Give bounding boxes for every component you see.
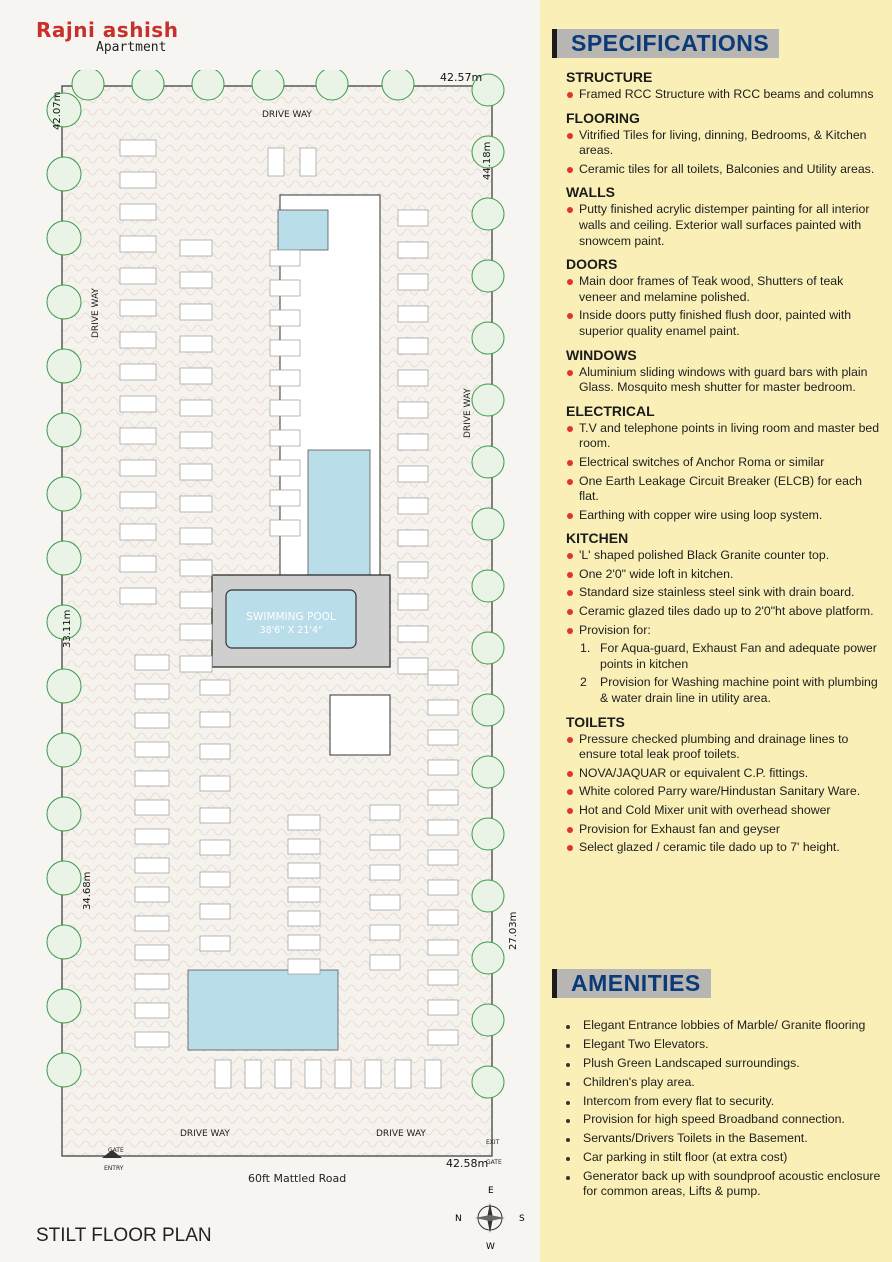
parking-slot [288,863,320,878]
tree [472,756,504,788]
compass-icon [455,1183,525,1253]
compass-w: W [486,1242,495,1252]
spec-item: Ceramic tiles for all toilets, Balconies and Utility areas. [566,162,884,178]
compass-n: N [455,1214,462,1224]
tree [472,942,504,974]
spec-category-toilets: TOILETS [566,713,625,730]
parking-slot [120,172,156,188]
parking-slot [180,560,212,576]
tree [472,446,504,478]
parking-slot [135,684,169,699]
parking-slot [120,524,156,540]
amenity-item: Elegant Entrance lobbies of Marble/ Granite flooring [566,1018,884,1033]
spec-item: 'L' shaped polished Black Granite counter top. [566,548,884,564]
parking-slot [398,370,428,386]
parking-slot [428,850,458,865]
spec-item: T.V and telephone points in living room and master bed room. [566,421,884,452]
drive-way-label-bottom-left: DRIVE WAY [180,1129,230,1139]
parking-slot [120,396,156,412]
parking-slot [398,594,428,610]
parking-slot [305,1060,321,1088]
parking-slot [288,935,320,950]
spec-item: Earthing with copper wire using loop system. [566,508,884,524]
tree [382,70,414,100]
parking-slot [135,916,169,931]
tree [47,349,81,383]
parking-slot [200,776,230,791]
plan-title: STILT FLOOR PLAN [36,1225,212,1246]
parking-slot [180,496,212,512]
parking-slot [370,895,400,910]
drive-way-label-top: DRIVE WAY [262,110,312,120]
parking-slot [180,656,212,672]
parking-slot [288,911,320,926]
parking-slot [180,240,212,256]
parking-slot [135,945,169,960]
spec-subitem [566,675,884,706]
spec-item: Ceramic glazed tiles dado up to 2'0"ht above platform. [566,604,884,620]
spec-item: One 2'0" wide loft in kitchen. [566,567,884,583]
parking-slot [370,865,400,880]
tree [472,322,504,354]
amenities-heading: AMENITIES [552,969,711,998]
tree [472,1066,504,1098]
spec-item: NOVA/JAQUAR or equivalent C.P. fittings. [566,766,884,782]
tree [47,221,81,255]
parking-slot [370,925,400,940]
amenity-item: Children's play area. [566,1075,884,1090]
tree [192,70,224,100]
dim-bottom: 42.58m [446,1157,489,1170]
parking-slot [425,1060,441,1088]
spec-category-electrical: ELECTRICAL [566,402,655,419]
parking-slot [398,274,428,290]
road-label: 60ft Mattled Road [248,1172,347,1185]
parking-slot [268,148,284,176]
parking-slot [398,626,428,642]
spec-category-walls: WALLS [566,184,615,201]
parking-slot [180,528,212,544]
parking-slot [180,624,212,640]
parking-slot [335,1060,351,1088]
tree [47,1053,81,1087]
tree [472,632,504,664]
tree [47,797,81,831]
parking-slot [200,680,230,695]
spec-category-flooring: FLOORING [566,109,640,126]
parking-slot [135,655,169,670]
parking-slot [270,280,300,296]
parking-slot [180,400,212,416]
spec-subitem-number: 2 [580,675,587,690]
parking-slot [398,498,428,514]
parking-slot [428,910,458,925]
spec-category-windows: WINDOWS [566,346,637,363]
spec-item: White colored Parry ware/Hindustan Sanitary Ware. [566,784,884,800]
tree [472,818,504,850]
parking-slot [300,148,316,176]
tree [472,1004,504,1036]
amenity-item: Car parking in stilt floor (at extra cost) [566,1150,884,1165]
tree [47,733,81,767]
spec-item: Inside doors putty finished flush door, painted with superior quality enamel paint. [566,308,884,339]
parking-slot [120,364,156,380]
parking-slot [120,204,156,220]
parking-slot [428,670,458,685]
parking-slot [120,236,156,252]
parking-slot [120,460,156,476]
parking-slot [428,700,458,715]
parking-slot [135,974,169,989]
spec-item: Hot and Cold Mixer unit with overhead shower [566,803,884,819]
parking-slot [428,970,458,985]
spec-category-doors: DOORS [566,256,618,273]
amenities-list [566,1018,884,1203]
parking-slot [288,839,320,854]
spec-item: Select glazed / ceramic tile dado up to 7' height. [566,840,884,856]
dim-left-top: 42.07m [52,91,63,130]
parking-slot [180,592,212,608]
parking-slot [135,800,169,815]
spec-item: Putty finished acrylic distemper painting for all interior walls and ceiling. Exterior wall surfaces painted with snowcem paint. [566,202,884,249]
parking-slot [135,742,169,757]
parking-slot [200,712,230,727]
parking-slot [428,1030,458,1045]
drive-way-label-right: DRIVE WAY [463,388,473,438]
parking-slot [135,858,169,873]
spec-item: Main door frames of Teak wood, Shutters of teak veneer and melamine polished. [566,274,884,305]
parking-slot [120,140,156,156]
parking-slot [135,829,169,844]
parking-slot [270,340,300,356]
parking-slot [365,1060,381,1088]
tree [472,570,504,602]
parking-slot [120,300,156,316]
parking-slot [288,815,320,830]
spec-subitem [566,641,884,672]
gate-label-right: GATE [486,1159,502,1166]
spec-subitem-number: 1. [580,641,591,656]
parking-slot [180,464,212,480]
parking-slot [428,790,458,805]
amenity-item: Provision for high speed Broadband connection. [566,1112,884,1127]
gate-label-left: GATE [108,1147,124,1154]
spec-item: Pressure checked plumbing and drainage lines to ensure total leak proof toilets. [566,732,884,763]
lift-lobby-bottom [188,970,338,1050]
parking-slot [398,242,428,258]
parking-slot [180,368,212,384]
parking-slot [180,336,212,352]
parking-slot [398,658,428,674]
tree [252,70,284,100]
exit-label: EXIT [486,1139,500,1146]
parking-slot [428,880,458,895]
tree [72,70,104,100]
amenity-item: Plush Green Landscaped surroundings. [566,1056,884,1071]
parking-slot [270,430,300,446]
parking-slot [398,402,428,418]
tree [47,669,81,703]
parking-slot [200,840,230,855]
parking-slot [200,936,230,951]
tree [47,477,81,511]
spec-subitem-text: Provision for Washing machine point with plumbing & water drain line in utility area. [600,675,878,706]
parking-slot [270,520,300,536]
tree [472,694,504,726]
parking-slot [120,268,156,284]
parking-slot [395,1060,411,1088]
entry-label: ENTRY [104,1165,124,1170]
tree [47,989,81,1023]
parking-slot [270,490,300,506]
parking-slot [135,771,169,786]
parking-slot [370,805,400,820]
specifications-list [566,64,884,859]
parking-slot [270,400,300,416]
parking-slot [270,310,300,326]
stair-core-top [278,210,328,250]
pool-size: 38'6" X 21'4" [259,625,323,636]
dim-right-bot: 27.03m [508,911,519,950]
parking-slot [398,338,428,354]
parking-slot [270,460,300,476]
pool-label: SWIMMING POOL [246,611,336,623]
parking-slot [270,250,300,266]
amenity-item: Servants/Drivers Toilets in the Basement. [566,1131,884,1146]
spec-item: Provision for Exhaust fan and geyser [566,822,884,838]
tree [132,70,164,100]
dim-right-top: 44.18m [482,141,493,180]
parking-slot [180,272,212,288]
amenity-item: Generator back up with soundproof acoustic enclosure for common areas, Lifts & pump. [566,1169,884,1198]
spec-category-structure: STRUCTURE [566,69,653,85]
parking-slot [398,306,428,322]
spec-subitem-text: For Aqua-guard, Exhaust Fan and adequate power points in kitchen [600,641,877,671]
parking-slot [120,492,156,508]
spec-item: Standard size stainless steel sink with drain board. [566,585,884,601]
parking-slot [428,940,458,955]
parking-slot [120,556,156,572]
specifications-heading: SPECIFICATIONS [552,29,779,58]
parking-slot [398,210,428,226]
tree [47,861,81,895]
parking-slot [135,887,169,902]
parking-slot [428,820,458,835]
tree [316,70,348,100]
compass-s: S [519,1214,525,1224]
parking-slot [288,887,320,902]
tree [47,925,81,959]
amenity-item: Elegant Two Elevators. [566,1037,884,1052]
parking-slot [428,730,458,745]
tree [472,260,504,292]
site-plan-drawing [40,70,520,1170]
parking-slot [245,1060,261,1088]
lift-lobby [308,450,370,590]
parking-slot [428,760,458,775]
spec-item: Framed RCC Structure with RCC beams and columns [566,87,884,103]
tree [472,880,504,912]
parking-slot [180,432,212,448]
electrical-room [330,695,390,755]
tree [47,285,81,319]
parking-slot [200,808,230,823]
brand-name: Rajni ashish [36,18,179,42]
parking-slot [200,872,230,887]
parking-slot [135,713,169,728]
brand-subtitle: Apartment [96,40,167,55]
spec-item: One Earth Leakage Circuit Breaker (ELCB) for each flat. [566,474,884,505]
tree [472,384,504,416]
parking-slot [200,904,230,919]
parking-slot [398,434,428,450]
dim-left-bot: 34.68m [82,871,93,910]
spec-item: Aluminium sliding windows with guard bars with plain Glass. Mosquito mesh shutter for master bedroom. [566,365,884,396]
parking-slot [288,959,320,974]
spec-category-kitchen: KITCHEN [566,530,629,547]
drive-way-label-left: DRIVE WAY [91,288,101,338]
tree [47,413,81,447]
tree [47,157,81,191]
dim-top: 42.57m [440,71,483,84]
tree [47,541,81,575]
parking-slot [398,562,428,578]
spec-item: Electrical switches of Anchor Roma or similar [566,455,884,471]
parking-slot [200,744,230,759]
compass-e: E [488,1186,494,1196]
parking-slot [215,1060,231,1088]
parking-slot [370,955,400,970]
parking-slot [398,530,428,546]
parking-slot [275,1060,291,1088]
tree [472,198,504,230]
parking-slot [428,1000,458,1015]
parking-slot [120,428,156,444]
parking-slot [135,1032,169,1047]
spec-item: Provision for: [566,623,884,639]
dim-left-mid: 33.11m [62,609,73,648]
parking-slot [270,370,300,386]
spec-item: Vitrified Tiles for living, dinning, Bedrooms, & Kitchen areas. [566,128,884,159]
parking-slot [398,466,428,482]
parking-slot [180,304,212,320]
drive-way-label-bottom-right: DRIVE WAY [376,1129,426,1139]
amenity-item: Intercom from every flat to security. [566,1094,884,1109]
parking-slot [120,588,156,604]
parking-slot [135,1003,169,1018]
parking-slot [370,835,400,850]
tree [472,508,504,540]
parking-slot [120,332,156,348]
